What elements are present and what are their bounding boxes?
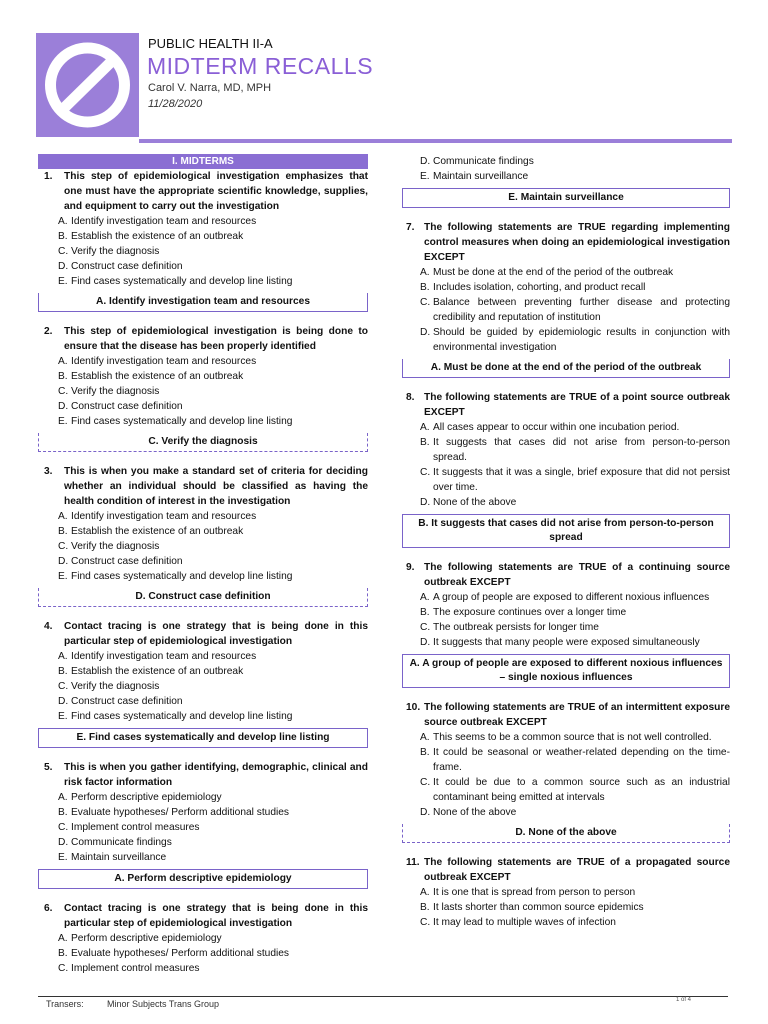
footer-divider: [38, 996, 728, 997]
question-number: 7.: [406, 222, 415, 233]
option: C. Verify the diagnosis: [58, 386, 160, 397]
option: C. The outbreak persists for longer time: [420, 622, 599, 633]
left-column: [38, 154, 368, 976]
question-text: The following statements are TRUE regarding implementing control measures when doing an epidemiological investigation EXCEPT: [424, 222, 730, 263]
question-text: This step of epidemiological investigation emphasizes that one must have the appropriate scientific knowledge, supplies, and equipment to carry out the investigation: [64, 171, 368, 212]
option: C. It suggests that it was a single, brief exposure that did not persist over time.: [420, 467, 730, 493]
option: C. Verify the diagnosis: [58, 246, 160, 257]
option: C. Implement control measures: [58, 822, 200, 833]
question-number: 10.: [406, 702, 421, 713]
course-title: PUBLIC HEALTH II-A: [148, 36, 273, 51]
answer-box: C. Verify the diagnosis: [38, 433, 368, 452]
question-number: 3.: [44, 466, 53, 477]
question-text: Contact tracing is one strategy that is being done in this particular step of epidemiological investigation: [64, 903, 368, 929]
page-number: 1 of 4: [676, 997, 692, 1003]
answer-box: B. It suggests that cases did not arise from person-to-person spread: [402, 514, 730, 548]
answer-box: D. Construct case definition: [38, 588, 368, 607]
section-title: I. MIDTERMS: [38, 154, 368, 169]
question-text: The following statements are TRUE of a propagated source outbreak EXCEPT: [424, 857, 730, 883]
option: C. Balance between preventing further disease and protecting credibility and reputation of institution: [420, 297, 730, 323]
option: C. Implement control measures: [58, 963, 200, 974]
option: A. Identify investigation team and resources: [58, 511, 257, 522]
option: E. Maintain surveillance: [58, 852, 167, 863]
option: C. Verify the diagnosis: [58, 541, 160, 552]
question-4: [38, 619, 368, 748]
question-number: 11.: [406, 857, 420, 868]
document-title: MIDTERM RECALLS: [147, 53, 374, 79]
option: D. Construct case definition: [58, 401, 183, 412]
answer-box: E. Maintain surveillance: [402, 188, 730, 208]
option: E. Find cases systematically and develop line listing: [58, 571, 293, 582]
option: D. Construct case definition: [58, 556, 183, 567]
footer-label: Transers:: [46, 999, 84, 1009]
option: B. The exposure continues over a longer time: [420, 607, 627, 618]
logo: [36, 33, 139, 137]
question-text: This is when you gather identifying, demographic, clinical and risk factor information: [64, 762, 368, 788]
option: B. It could be seasonal or weather-related depending on the time-frame.: [420, 747, 730, 773]
option: D. Construct case definition: [58, 261, 183, 272]
question-9: [402, 560, 730, 688]
option: A. A group of people are exposed to different noxious influences: [420, 592, 710, 603]
question-number: 6.: [44, 903, 53, 914]
option: D. Communicate findings: [420, 156, 534, 167]
option: B. It suggests that cases did not arise from person-to-person spread.: [420, 437, 730, 463]
option: D. Communicate findings: [58, 837, 172, 848]
option: E. Find cases systematically and develop line listing: [58, 276, 293, 287]
author: Carol V. Narra, MD, MPH: [148, 82, 272, 94]
answer-box: A. Perform descriptive epidemiology: [38, 869, 368, 889]
question-number: 1.: [44, 171, 53, 182]
question-text: The following statements are TRUE of a continuing source outbreak EXCEPT: [424, 562, 730, 588]
option: D. Construct case definition: [58, 696, 183, 707]
date: 11/28/2020: [148, 98, 203, 110]
answer-box: A. Must be done at the end of the period of the outbreak: [402, 359, 730, 378]
option: B. Establish the existence of an outbreak: [58, 666, 244, 677]
option: E. Maintain surveillance: [420, 171, 529, 182]
option: C. Verify the diagnosis: [58, 681, 160, 692]
prohibited-sign-icon: [36, 33, 139, 137]
option: B. Evaluate hypotheses/ Perform additional studies: [58, 948, 290, 959]
option: A. This seems to be a common source that is not well controlled.: [420, 732, 712, 743]
option: C. It may lead to multiple waves of infection: [420, 917, 616, 928]
question-number: 9.: [406, 562, 415, 573]
question-number: 4.: [44, 621, 53, 632]
question-11: [402, 855, 730, 930]
answer-box: A. A group of people are exposed to different noxious influences – single noxious influences: [402, 654, 730, 688]
question-1: [38, 169, 368, 312]
option: D. None of the above: [420, 807, 517, 818]
question-6-continued: [402, 154, 730, 184]
question-text: The following statements are TRUE of an intermittent exposure source outbreak EXCEPT: [424, 702, 730, 728]
option: A. Must be done at the end of the period of the outbreak: [420, 267, 674, 278]
option: A. Perform descriptive epidemiology: [58, 792, 222, 803]
answer-box: E. Find cases systematically and develop line listing: [38, 728, 368, 748]
answer-box: D. None of the above: [402, 824, 730, 843]
option: B. Establish the existence of an outbreak: [58, 371, 244, 382]
option: A. Identify investigation team and resources: [58, 651, 257, 662]
header-divider: [139, 139, 732, 143]
option: B. Establish the existence of an outbreak: [58, 526, 244, 537]
question-text: The following statements are TRUE of a point source outbreak EXCEPT: [424, 392, 730, 418]
question-number: 2.: [44, 326, 53, 337]
question-number: 8.: [406, 392, 415, 403]
option: B. Evaluate hypotheses/ Perform additional studies: [58, 807, 290, 818]
option: A. Identify investigation team and resources: [58, 216, 257, 227]
question-8: [402, 390, 730, 548]
option: C. It could be due to a common source such as an industrial contaminant being emitted at intervals: [420, 777, 730, 803]
option: D. It suggests that many people were exposed simultaneously: [420, 637, 700, 648]
option: B. Establish the existence of an outbreak: [58, 231, 244, 242]
option: E. Find cases systematically and develop line listing: [58, 711, 293, 722]
option: A. Perform descriptive epidemiology: [58, 933, 222, 944]
option: B. It lasts shorter than common source epidemics: [420, 902, 644, 913]
question-text: Contact tracing is one strategy that is being done in this particular step of epidemiological investigation: [64, 621, 368, 647]
option: D. Should be guided by epidemiologic results in conjunction with environmental investigation: [420, 327, 730, 353]
question-6: [38, 901, 368, 976]
footer-group: Minor Subjects Trans Group: [107, 999, 220, 1009]
option: A. Identify investigation team and resources: [58, 356, 257, 367]
option: E. Find cases systematically and develop line listing: [58, 416, 293, 427]
question-10: [402, 700, 730, 843]
answer-box: A. Identify investigation team and resources: [38, 293, 368, 312]
question-2: [38, 324, 368, 452]
option: D. None of the above: [420, 497, 517, 508]
question-text: This is when you make a standard set of criteria for deciding whether an individual should be classified as having the health condition of interest in the investigation: [64, 466, 368, 507]
question-7: [402, 220, 730, 378]
question-3: [38, 464, 368, 607]
option: A. All cases appear to occur within one incubation period.: [420, 422, 680, 433]
question-number: 5.: [44, 762, 53, 773]
option: B. Includes isolation, cohorting, and product recall: [420, 282, 646, 293]
right-column: [402, 154, 730, 930]
question-text: This step of epidemiological investigation is being done to ensure that the disease has been properly identified: [64, 326, 368, 352]
option: A. It is one that is spread from person to person: [420, 887, 636, 898]
question-5: [38, 760, 368, 889]
